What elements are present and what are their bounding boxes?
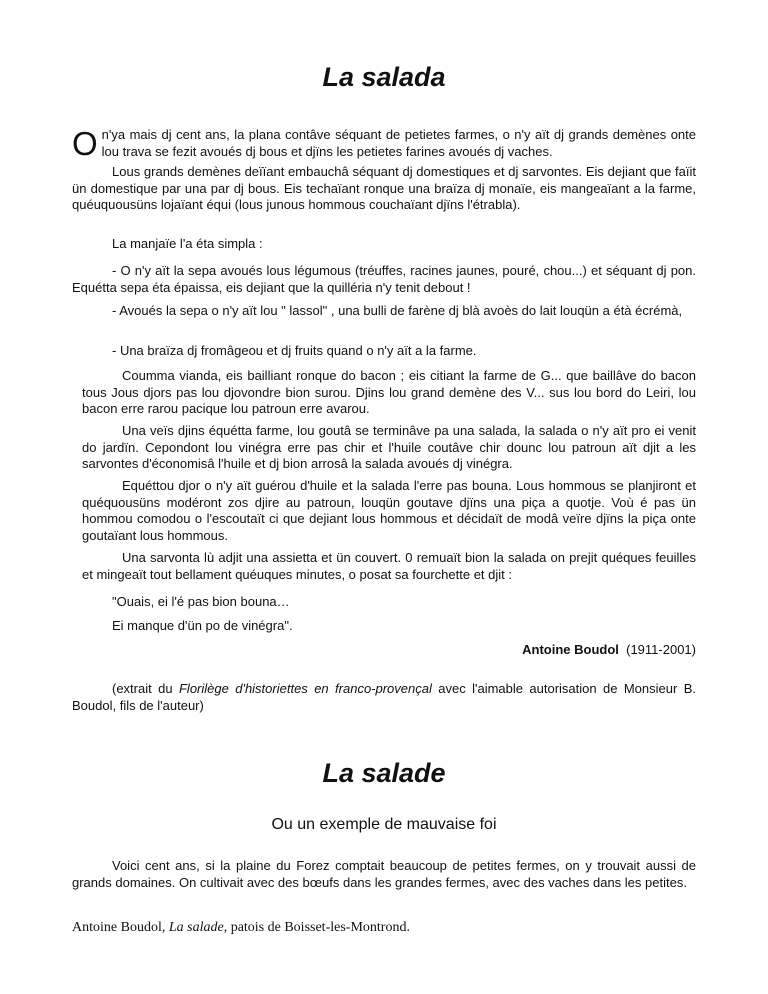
paragraph-11: "Ouais, ei l'é pas bion bouna… [112, 594, 290, 609]
title-french: La salade [322, 758, 446, 788]
paragraph-6: - Una braïza dj fromâgeou et dj fruits quand o n'y aït a la farme. [112, 343, 477, 358]
signature-name: Antoine Boudol [522, 642, 619, 657]
credit-line [72, 920, 696, 937]
paragraph-french-1: Voici cent ans, si la plaine du Forez comptait beaucoup de petites fermes, on y trouvait aussi de grands domaines. On cultivait avec des bœufs dans les grandes fermes, avec des vaches dans les petites. [72, 858, 696, 890]
paragraph-9: Equéttou djor o n'y aït guérou d'huile et la salada l'erre pas bouna. Lous hommous se planjiront et quéquousüns modéront zos djire au patroun, louqün goutave djïns una piça a quotje. Voù é pas ün hommou comodou o l'escoutaït ci que dejiant lous hommous et décidaït de modâ veïre djïns la piça onte goutaïant lous hommous. [82, 478, 696, 543]
paragraph-7: Coumma vianda, eis bailliant ronque do bacon ; eis citiant la farme de G... que baillâve do bacon tous Jous djors pas lou djovondre bion surou. Djins lou grand demène des V... sus lou bord do Leiri, lou bacon erre rarou pacique lou patroun erre avarou. [82, 368, 696, 416]
extract-post: avec l'aimable autorisation de Monsieur B. Boudol, fils de l'auteur) [72, 681, 696, 713]
paragraph-4: - O n'y aït la sepa avoués lous légumous (tréuffes, racines jaunes, pouré, chou...) et séquant dj pon. Equétta sepa éta épaissa, eis dejiant que la quilléria n'y tenit debout ! [72, 263, 696, 295]
subtitle: Ou un exemple de mauvaise foi [271, 816, 497, 833]
paragraph-opening [72, 127, 696, 160]
paragraph-3: La manjaïe l'a éta simpla : [112, 236, 263, 251]
credit-title: La salade [168, 920, 224, 935]
title-patois: La salada [322, 62, 446, 92]
signature-years: (1911-2001) [626, 642, 696, 657]
paragraph-5: - Avoués la sepa o n'y aït lou " lassol" , una bulli de farène dj blà avoès do lait louqün a étà écrémà, [112, 303, 683, 318]
paragraph-1: n'ya mais dj cent ans, la plana contâve séquant de petietes farmes, o n'y aït dj grands demènes onte lou trava se fezit avoués dj bous et djïns les petietes farines avoués dj vaches. [101, 127, 696, 159]
credit-post: , patois de Boisset-les-Montrond. [223, 920, 410, 935]
drop-cap: O [72, 125, 98, 162]
paragraph-10: Una sarvonta lù adjit una assietta et ün couvert. 0 remuaït bion la salada on prejit quéques feuilles et mingeaït tout bellament quéuques minutes, o posat sa fourchette et djit : [82, 550, 696, 582]
credit-pre: Antoine Boudol, [72, 920, 169, 935]
extract-book-title: Florilège d'historiettes en franco-provençal [178, 681, 432, 696]
paragraph-8: Una veïs djins équétta farme, lou goutâ se terminâve pa una salada, la salada o n'y aït pro ei venit do jardïn. Cepondont lou vinégra erre pas chir et l'huile coutâve chir dounc lou patroun aït djit a les sarvontes d'économisâ l'huile et dj bion arrosâ la salada avoués dj vinégra. [82, 423, 696, 471]
paragraph-2: Lous grands demènes deïïant embauchâ séquant dj domestiques et dj sarvontes. Eis dejiant que faïit ün domestique par una par dj bous. Eis techaïant ronque una braïza dj monaïe, eis mangeaïant a la farme, quéuquousüns lojaïant équi (lous junous hommous couchaïant djïns l'étrabla). [72, 164, 696, 212]
extract-pre: (extrait du [112, 681, 179, 696]
signature [72, 642, 696, 659]
extract-note [72, 681, 696, 714]
paragraph-12: Ei manque d'ün po de vinégra". [112, 618, 293, 633]
